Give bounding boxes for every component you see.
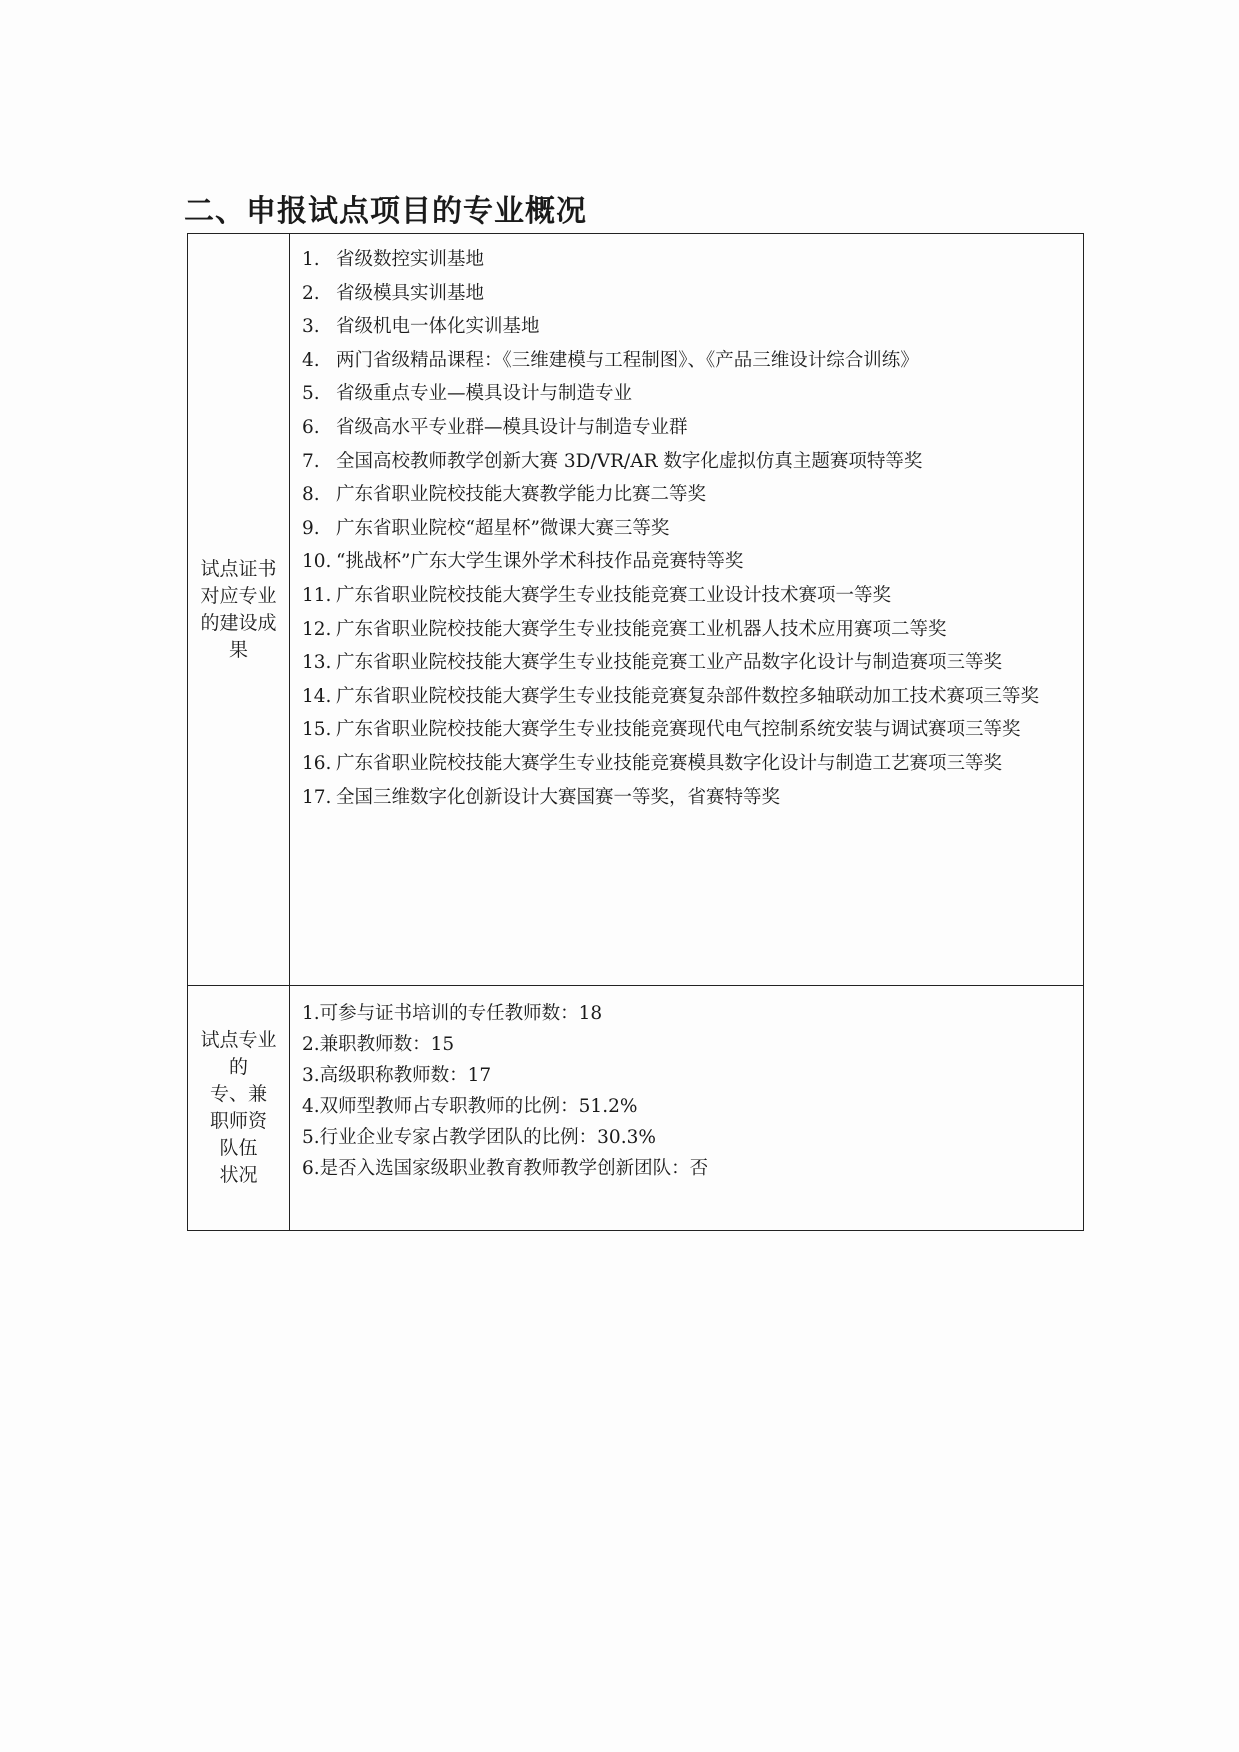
item-text: 省级高水平专业群—模具设计与制造专业群 (336, 416, 688, 438)
label-line: 试点证书 (200, 557, 277, 580)
achievement-item (302, 277, 1077, 311)
label-line: 果 (228, 638, 248, 661)
item-number: 1. (302, 1003, 320, 1024)
item-number: 1. (302, 249, 320, 270)
achievements-list (290, 234, 1084, 986)
staff-item (302, 1060, 1077, 1091)
item-text: 广东省职业院校“超星杯”微课大赛三等奖 (336, 517, 670, 539)
item-text: 高级职称教师数：17 (319, 1065, 492, 1086)
item-text: 可参与证书培训的专任教师数：18 (319, 1003, 603, 1024)
item-number: 15. (302, 719, 332, 741)
item-number: 4. (302, 1096, 320, 1117)
achievement-item (302, 445, 1077, 479)
staff-item (302, 1153, 1077, 1184)
item-number: 5. (302, 1127, 320, 1148)
item-text: 广东省职业院校技能大赛学生专业技能竞赛复杂部件数控多轴联动加工技术赛项三等奖 (336, 685, 1040, 707)
achievement-item (302, 613, 1077, 647)
label-line: 对应专业 (200, 584, 277, 607)
section-title: 二、申报试点项目的专业概况 (184, 194, 587, 229)
achievement-item (302, 545, 1077, 579)
item-text: 省级机电一体化实训基地 (336, 316, 540, 338)
item-text: 广东省职业院校技能大赛学生专业技能竞赛工业设计技术赛项一等奖 (336, 584, 892, 606)
achievement-item (302, 579, 1077, 613)
item-number: 6. (302, 1158, 320, 1179)
staff-row (188, 986, 1084, 1231)
item-number: 2. (302, 282, 320, 304)
item-number: 13. (302, 652, 332, 674)
item-text: 省级模具实训基地 (336, 282, 485, 304)
staff-list (290, 986, 1084, 1231)
item-number: 11. (302, 584, 332, 606)
label-line: 状况 (219, 1164, 258, 1186)
pilot-project-overview-table (187, 233, 1084, 1231)
item-number: 6. (302, 416, 320, 438)
staff-item (302, 998, 1077, 1029)
label-line: 职师资 (209, 1110, 267, 1132)
item-text: 省级重点专业—模具设计与制造专业 (336, 383, 633, 405)
item-text: 省级数控实训基地 (336, 249, 485, 270)
staff-item (302, 1029, 1077, 1060)
achievement-item (302, 747, 1077, 781)
item-number: 2. (302, 1034, 320, 1055)
item-number: 12. (302, 618, 332, 640)
staff-item (302, 1122, 1077, 1153)
item-number: 9. (302, 517, 320, 539)
achievement-item (302, 377, 1077, 411)
item-text: 广东省职业院校技能大赛学生专业技能竞赛工业机器人技术应用赛项二等奖 (336, 618, 947, 640)
achievement-item (302, 478, 1077, 512)
label-line: 试点专业 (200, 1029, 277, 1051)
item-text: 兼职教师数：15 (319, 1034, 455, 1055)
item-text: 是否入选国家级职业教育教师教学创新团队：否 (319, 1158, 709, 1179)
achievement-item (302, 411, 1077, 445)
achievement-item (302, 713, 1077, 747)
label-line: 的 (228, 1056, 248, 1078)
achievement-item (302, 243, 1077, 277)
label-line: 队伍 (219, 1137, 258, 1159)
item-number: 3. (302, 316, 320, 338)
achievement-item (302, 512, 1077, 546)
item-text: 双师型教师占专职教师的比例：51.2% (319, 1096, 638, 1117)
item-number: 3. (302, 1065, 320, 1086)
item-number: 14. (302, 685, 332, 707)
staff-label (188, 986, 290, 1231)
item-text: 全国高校教师教学创新大赛 3D/VR/AR 数字化虚拟仿真主题赛项特等奖 (336, 450, 923, 472)
label-line: 专、兼 (209, 1083, 267, 1105)
item-number: 16. (302, 752, 332, 774)
item-number: 5. (302, 383, 320, 405)
item-number: 10. (302, 551, 332, 573)
item-number: 4. (302, 349, 320, 371)
achievement-item (302, 646, 1077, 680)
item-number: 17. (302, 786, 332, 808)
item-text: 全国三维数字化创新设计大赛国赛一等奖，省赛特等奖 (336, 786, 781, 808)
achievement-item (302, 680, 1077, 714)
item-text: 广东省职业院校技能大赛学生专业技能竞赛工业产品数字化设计与制造赛项三等奖 (336, 652, 1003, 674)
item-text: 广东省职业院校技能大赛学生专业技能竞赛模具数字化设计与制造工艺赛项三等奖 (336, 752, 1003, 774)
achievements-row (188, 234, 1084, 986)
item-text: 广东省职业院校技能大赛教学能力比赛二等奖 (336, 484, 707, 506)
item-text: “挑战杯”广东大学生课外学术科技作品竞赛特等奖 (336, 551, 744, 573)
item-number: 7. (302, 450, 320, 472)
item-text: 两门省级精品课程：《三维建模与工程制图》、《产品三维设计综合训练》 (336, 349, 919, 371)
label-line: 的建设成 (200, 611, 277, 634)
achievement-item (302, 344, 1077, 378)
item-text: 广东省职业院校技能大赛学生专业技能竞赛现代电气控制系统安装与调试赛项三等奖 (336, 719, 1021, 741)
item-text: 行业企业专家占教学团队的比例：30.3% (319, 1127, 656, 1148)
achievement-item (302, 781, 1077, 815)
item-number: 8. (302, 484, 320, 506)
achievement-item (302, 310, 1077, 344)
achievements-label (188, 234, 290, 986)
staff-item (302, 1091, 1077, 1122)
